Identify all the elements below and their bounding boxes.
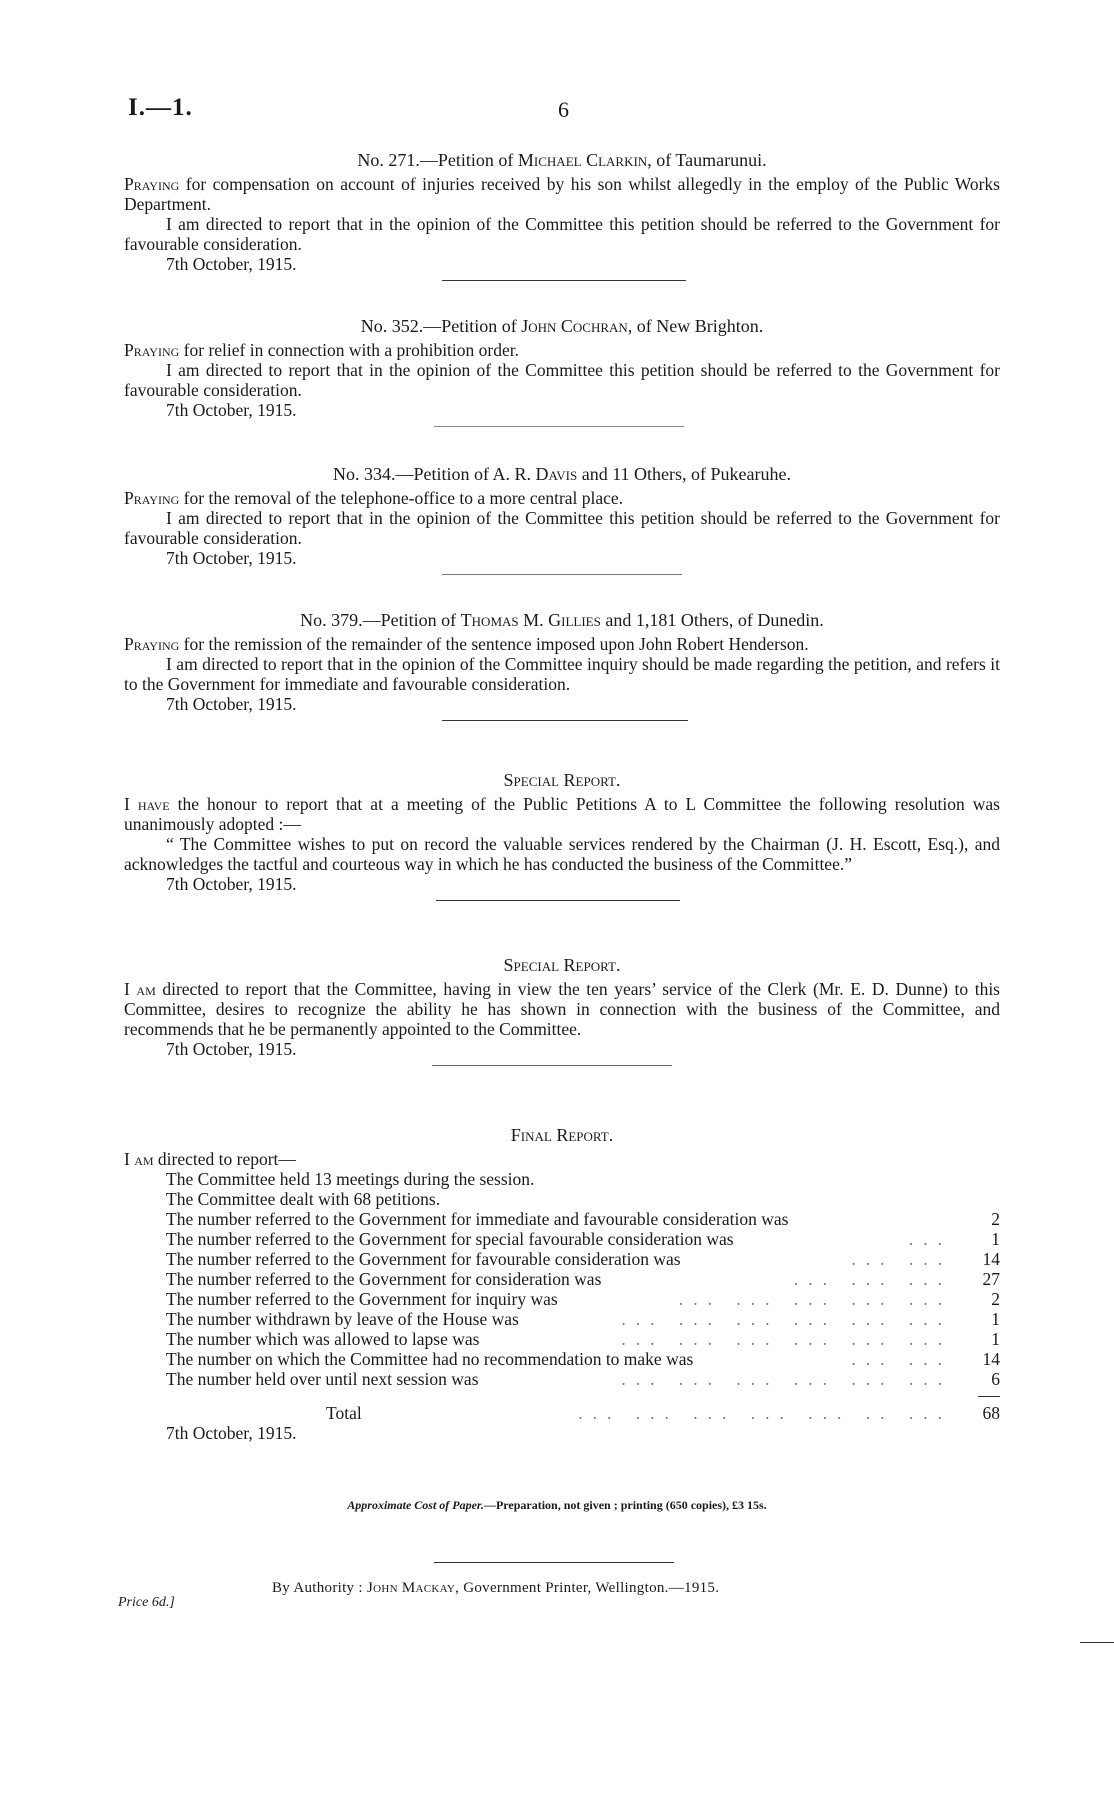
total-row: Total ... ... ... ... ... .. ... 68: [326, 1403, 1000, 1423]
row-value: 2: [991, 1289, 1000, 1309]
section-divider: [442, 280, 686, 281]
page-number: 6: [558, 97, 569, 122]
row-value: 27: [982, 1269, 1000, 1289]
final-report: [124, 1125, 1000, 1443]
petition-heading: No. 271.—Petition of Michael Clarkin, of Taumarunui.: [357, 150, 767, 170]
section-title: Special Report.: [503, 770, 621, 790]
special-report-chairman: [124, 770, 1000, 901]
report-date: 7th October, 1915.: [166, 874, 297, 894]
committee-report: I am directed to report that in the opinion of the Committee this petition should be referred to the Government for favourable consideration.: [124, 508, 1000, 548]
petition-prayer: Praying for relief in connection with a prohibition order.: [124, 340, 519, 360]
report-row: The number referred to the Government for favourable consideration was ... ... 14: [166, 1249, 1000, 1269]
report-row: The number which was allowed to lapse was ... ... ... ... ... ... 1: [166, 1329, 1000, 1349]
petition-prayer: Praying for the remission of the remainder of the sentence imposed upon John Robert Henderson.: [124, 634, 809, 654]
petition-352: [124, 316, 1000, 427]
section-title: Final Report.: [510, 1125, 614, 1145]
petition-334: [124, 464, 1000, 575]
petition-271: [124, 150, 1000, 281]
row-value: 1: [991, 1229, 1000, 1249]
section-divider: [442, 574, 682, 575]
report-row: The number held over until next session was ... ... ... ... ... ... 6: [166, 1369, 1000, 1389]
section-divider: [442, 720, 688, 721]
report-line: The Committee dealt with 68 petitions.: [166, 1189, 441, 1209]
report-date: 7th October, 1915.: [166, 1039, 297, 1059]
document-reference: I.—1.: [128, 94, 193, 121]
row-value: 1: [991, 1329, 1000, 1349]
report-date: 7th October, 1915.: [166, 694, 297, 714]
row-value: 2: [991, 1209, 1000, 1229]
row-value: 14: [982, 1249, 1000, 1269]
petition-heading: No. 379.—Petition of Thomas M. Gillies and 1,181 Others, of Dunedin.: [300, 610, 824, 630]
margin-mark: [1080, 1642, 1114, 1643]
printer-authority: By Authority : John Mackay, Government Printer, Wellington.—1915.: [272, 1580, 720, 1596]
petition-heading: No. 334.—Petition of A. R. Davis and 11 Others, of Pukearuhe.: [333, 464, 791, 484]
report-date: 7th October, 1915.: [166, 400, 297, 420]
report-line: The Committee held 13 meetings during the session.: [166, 1169, 535, 1189]
committee-report: I am directed to report that in the opinion of the Committee inquiry should be made regarding the petition, and refers it to the Government for immediate and favourable consideration.: [124, 654, 1000, 694]
special-report-clerk: [124, 955, 1000, 1066]
section-title: Special Report.: [503, 955, 621, 975]
sum-rule: [978, 1396, 1000, 1397]
cost-of-paper: Approximate Cost of Paper.—Preparation, not given ; printing (650 copies), £3 15s.: [347, 1498, 767, 1512]
total-value: 68: [982, 1403, 1000, 1423]
price-note: Price 6d.]: [118, 1595, 175, 1610]
section-divider: [434, 426, 684, 427]
petition-heading: No. 352.—Petition of John Cochran, of New Brighton.: [360, 316, 764, 336]
final-report-intro: I am directed to report—: [124, 1149, 296, 1169]
report-row: The number referred to the Government for immediate and favourable consideration was 2: [166, 1209, 1000, 1229]
section-divider: [436, 900, 680, 901]
petition-prayer: Praying for the removal of the telephone-office to a more central place.: [124, 488, 624, 508]
petition-379: [124, 610, 1000, 721]
row-value: 1: [991, 1309, 1000, 1329]
committee-report: I am directed to report that in the opinion of the Committee this petition should be referred to the Government for favourable consideration.: [124, 214, 1000, 254]
report-row: The number referred to the Government for inquiry was ... ... ... ... ... 2: [166, 1289, 1000, 1309]
report-row: The number referred to the Government for consideration was ... ... ... 27: [166, 1269, 1000, 1289]
section-divider: [432, 1065, 672, 1066]
committee-report: I am directed to report that in the opinion of the Committee this petition should be referred to the Government for favourable consideration.: [124, 360, 1000, 400]
row-value: 6: [991, 1369, 1000, 1389]
sum-rule-row: [166, 1389, 1000, 1403]
report-date: 7th October, 1915.: [166, 548, 297, 568]
report-row: The number on which the Committee had no recommendation to make was ... ... 14: [166, 1349, 1000, 1369]
footer-divider: [434, 1562, 674, 1563]
report-intro: I have the honour to report that at a meeting of the Public Petitions A to L Committee the following resolution was unanimously adopted :—: [124, 794, 1000, 834]
resolution-quote: “ The Committee wishes to put on record the valuable services rendered by the Chairman (J. H. Escott, Esq.), and acknowledges the tactful and courteous way in which he has conducted the business of the Committee.”: [124, 834, 1000, 874]
report-date: 7th October, 1915.: [166, 254, 297, 274]
report-body: I am directed to report that the Committee, having in view the ten years’ service of the Clerk (Mr. E. D. Dunne) to this Committee, desires to recognize the ability he has shown in connection with the business of the Committee, and recommends that he be permanently appointed to the Committee.: [124, 979, 1000, 1039]
report-date: 7th October, 1915.: [166, 1423, 297, 1443]
petition-prayer: Praying for compensation on account of injuries received by his son whilst allegedly in the employ of the Public Works Department.: [124, 174, 1000, 214]
row-value: 14: [982, 1349, 1000, 1369]
report-row: The number referred to the Government for special favourable consideration was ... 1: [166, 1229, 1000, 1249]
final-report-lines: [166, 1169, 1000, 1423]
report-row: The number withdrawn by leave of the House was ... ... ... ... ... ... 1: [166, 1309, 1000, 1329]
